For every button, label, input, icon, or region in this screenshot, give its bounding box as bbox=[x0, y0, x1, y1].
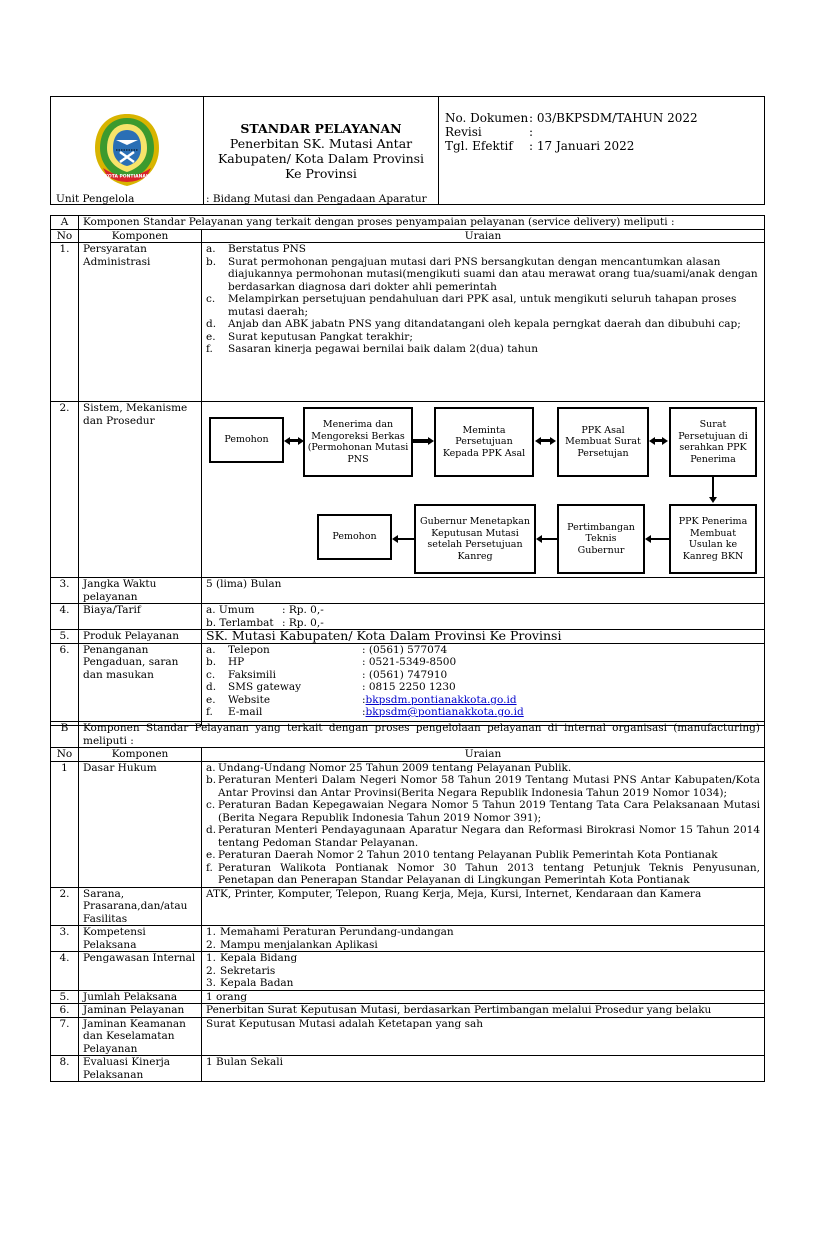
contact-email: f. E-mail : bkpsdm@pontianakkota.go.id bbox=[206, 706, 524, 718]
list-item: d. Anjab dan ABK jabatn PNS yang ditandatangani oleh kepala perngkat daerah dan dibubuhi cap; bbox=[206, 318, 741, 330]
row-komponen: Sistem, Mekanisme dan Prosedur bbox=[79, 402, 202, 578]
list-item: b. Peraturan Menteri Dalam Negeri Nomor 58 Tahun 2019 Tentang Mutasi PNS Antar Kabupaten/Kota Antar Provinsi dan Antar Provinsi(Berita Negara Republik Indonesia Tahun 2019 Nomor 1034); bbox=[206, 774, 760, 799]
row-uraian: SK. Mutasi Kabupaten/ Kota Dalam Provinsi Ke Provinsi bbox=[202, 630, 765, 644]
col-uraian-header: Uraian bbox=[202, 748, 765, 762]
table-row bbox=[51, 761, 765, 887]
doc-subtitle-line: Ke Provinsi bbox=[285, 165, 357, 181]
row-number: 3. bbox=[51, 578, 79, 604]
contact-sms: d. SMS gateway : 0815 2250 1230 bbox=[206, 681, 456, 693]
row-number: 2. bbox=[51, 887, 79, 926]
section-b-table bbox=[50, 721, 765, 1082]
logo-text: KOTA PONTIANAK bbox=[104, 174, 150, 180]
table-row bbox=[51, 1056, 765, 1082]
competency-list bbox=[206, 926, 760, 951]
section-b-header bbox=[51, 722, 765, 748]
list-item: d. Peraturan Menteri Pendayagunaan Aparatur Negara dan Reformasi Birokrasi Nomor 15 Tahun 2014 tentang Pedoman Standar Pelayanan. bbox=[206, 824, 760, 849]
flow-box-gubernur: Gubernur Menetapkan Keputusan Mutasi setelah Persetujuan Kanreg bbox=[414, 504, 536, 574]
row-uraian: 5 (lima) Bulan bbox=[202, 578, 765, 604]
row-number: 5. bbox=[51, 990, 79, 1004]
row-komponen: Jumlah Pelaksana bbox=[79, 990, 202, 1004]
doc-subtitle-line: Kabupaten/ Kota Dalam Provinsi bbox=[217, 150, 425, 166]
row-komponen: Produk Pelayanan bbox=[79, 630, 202, 644]
row-uraian bbox=[202, 926, 765, 952]
row-number: 1 bbox=[51, 761, 79, 887]
list-item: 2. Sekretaris bbox=[206, 964, 276, 977]
kota-pontianak-logo-icon bbox=[91, 110, 163, 188]
logo-cell bbox=[51, 97, 204, 205]
row-uraian bbox=[202, 243, 765, 402]
document-header bbox=[50, 96, 765, 205]
contact-telepon: a. Telepon : (0561) 577074 bbox=[206, 643, 448, 656]
table-row bbox=[51, 604, 765, 630]
meta-doc-number: No. Dokumen : 03/BKPSDM/TAHUN 2022 bbox=[445, 111, 698, 125]
column-headers bbox=[51, 229, 765, 243]
row-komponen: Jangka Waktu pelayanan bbox=[79, 578, 202, 604]
row-komponen: Dasar Hukum bbox=[79, 761, 202, 887]
table-row bbox=[51, 578, 765, 604]
flow-diagram bbox=[202, 402, 764, 577]
row-uraian: ATK, Printer, Komputer, Telepon, Ruang Kerja, Meja, Kursi, Internet, Kendaraan dan Kamera bbox=[202, 887, 765, 926]
list-item: 3. Kepala Badan bbox=[206, 977, 294, 989]
row-number: 6. bbox=[51, 1004, 79, 1018]
list-item: 2. Mampu menjalankan Aplikasi bbox=[206, 938, 378, 951]
row-komponen: Biaya/Tarif bbox=[79, 604, 202, 630]
row-komponen: Sarana, Prasarana,dan/atau Fasilitas bbox=[79, 887, 202, 926]
table-row bbox=[51, 990, 765, 1004]
table-row bbox=[51, 887, 765, 926]
title-cell bbox=[204, 97, 439, 205]
meta-effective-date: Tgl. Efektif : 17 Januari 2022 bbox=[445, 139, 635, 153]
col-no-header: No bbox=[51, 229, 79, 243]
table-row bbox=[51, 402, 765, 578]
flow-diagram-cell bbox=[202, 402, 765, 578]
col-no-header: No bbox=[51, 748, 79, 762]
row-number: 8. bbox=[51, 1056, 79, 1082]
list-item: 1. Memahami Peraturan Perundang-undangan bbox=[206, 926, 454, 938]
list-item: b. Surat permohonan pengajuan mutasi dari PNS bersangkutan dengan mencantumkan alasan diajukannya permohonan mutasi(mengikuti suami dan atau merawat orang tua/suami/anak dengan berdasarkan diagnosa dari dokter ahli pemerintah bbox=[206, 255, 758, 293]
row-uraian bbox=[202, 952, 765, 991]
row-number: 3. bbox=[51, 926, 79, 952]
doc-meta bbox=[439, 97, 765, 205]
row-number: 7. bbox=[51, 1017, 79, 1056]
row-uraian: Penerbitan Surat Keputusan Mutasi, berdasarkan Pertimbangan melalui Prosedur yang belaku bbox=[202, 1004, 765, 1018]
unit-value: : Bidang Mutasi dan Pengadaan Aparatur bbox=[206, 193, 427, 205]
flow-box-ppk-penerima: PPK Penerima Membuat Usulan ke Kanreg BKN bbox=[669, 504, 757, 574]
row-number: 1. bbox=[51, 243, 79, 402]
section-a-header bbox=[51, 216, 765, 230]
table-row bbox=[51, 243, 765, 402]
section-letter: A bbox=[51, 216, 79, 230]
list-item: c. Melampirkan persetujuan pendahuluan dari PPK asal, untuk mengikuti seluruh tahapan proses mutasi daerah; bbox=[206, 293, 737, 318]
doc-title: STANDAR PELAYANAN bbox=[240, 120, 402, 136]
row-uraian bbox=[202, 761, 765, 887]
col-komponen-header: Komponen bbox=[79, 229, 202, 243]
tariff-item: a. Umum : Rp. 0,- bbox=[206, 604, 324, 616]
section-title: Komponen Standar Pelayanan yang terkait dengan proses pengelolaan pelayanan di internal organisasi (manufacturing) meliputi : bbox=[79, 722, 765, 748]
row-komponen: Kompetensi Pelaksana bbox=[79, 926, 202, 952]
flow-box-pemohon-start: Pemohon bbox=[209, 417, 284, 463]
section-a-table bbox=[50, 215, 765, 726]
list-item: a. Undang-Undang Nomor 25 Tahun 2009 tentang Pelayanan Publik. bbox=[206, 761, 572, 774]
contact-website: e. Website : bkpsdm.pontianakkota.go.id bbox=[206, 693, 517, 706]
flow-box-menerima: Menerima dan Mengoreksi Berkas (Permohonan Mutasi PNS bbox=[303, 407, 413, 477]
legal-basis-list bbox=[206, 762, 760, 887]
table-row bbox=[51, 1004, 765, 1018]
email-link[interactable]: bkpsdm@pontianakkota.go.id bbox=[365, 706, 524, 718]
row-number: 4. bbox=[51, 604, 79, 630]
table-row bbox=[51, 630, 765, 644]
list-item: f. Peraturan Walikota Pontianak Nomor 30 Tahun 2013 tentang Petunjuk Teknis Penyusunan, Penetapan dan Penerapan Standar Pelayanan di Lingkungan Pemerintah Kota Pontianak bbox=[206, 861, 760, 886]
row-number: 2. bbox=[51, 402, 79, 578]
unit-label: Unit Pengelola bbox=[56, 193, 135, 205]
row-komponen: Pengawasan Internal bbox=[79, 952, 202, 991]
website-link[interactable]: bkpsdm.pontianakkota.go.id bbox=[365, 693, 517, 706]
row-uraian bbox=[202, 604, 765, 630]
row-uraian: Surat Keputusan Mutasi adalah Ketetapan yang sah bbox=[202, 1017, 765, 1056]
table-row bbox=[51, 926, 765, 952]
row-number: 6. bbox=[51, 643, 79, 725]
list-item: 1. Kepala Bidang bbox=[206, 952, 298, 964]
flow-box-meminta: Meminta Persetujuan Kepada PPK Asal bbox=[434, 407, 534, 477]
row-komponen: Persyaratan Administrasi bbox=[79, 243, 202, 402]
supervision-list bbox=[206, 952, 760, 990]
flow-box-surat-persetujuan: Surat Persetujuan di serahkan PPK Penerima bbox=[669, 407, 757, 477]
table-row bbox=[51, 1017, 765, 1056]
doc-subtitle-line: Penerbitan SK. Mutasi Antar bbox=[229, 135, 413, 151]
list-item: a. Berstatus PNS bbox=[206, 243, 306, 255]
contact-hp: b. HP : 0521-5349-8500 bbox=[206, 656, 457, 668]
contact-faksimili: c. Faksimili : (0561) 747910 bbox=[206, 668, 448, 681]
table-row bbox=[51, 952, 765, 991]
flow-box-pemohon-end: Pemohon bbox=[317, 514, 392, 560]
list-item: c. Peraturan Badan Kepegawaian Negara Nomor 5 Tahun 2019 Tentang Tata Cara Pelaksanaan Mutasi (Berita Negara Republik Indonesia Tahun 2019 Nomor 391); bbox=[206, 799, 760, 824]
meta-revision: Revisi : bbox=[445, 125, 534, 139]
section-letter: B bbox=[51, 722, 79, 748]
column-headers bbox=[51, 748, 765, 762]
flow-box-pertimbangan: Pertimbangan Teknis Gubernur bbox=[557, 504, 645, 574]
tariff-item: b. Terlambat : Rp. 0,- bbox=[206, 616, 324, 629]
col-komponen-header: Komponen bbox=[79, 748, 202, 762]
row-komponen: Penanganan Pengaduan, saran dan masukan bbox=[79, 643, 202, 725]
list-item: e. Peraturan Daerah Nomor 2 Tahun 2010 tentang Pelayanan Publik Pemerintah Kota Pontianak bbox=[206, 849, 718, 861]
row-komponen: Jaminan Keamanan dan Keselamatan Pelayanan bbox=[79, 1017, 202, 1056]
table-row bbox=[51, 643, 765, 725]
row-komponen: Evaluasi Kinerja Pelaksanan bbox=[79, 1056, 202, 1082]
flow-box-ppk-asal: PPK Asal Membuat Surat Persetujan bbox=[557, 407, 649, 477]
row-uraian bbox=[202, 643, 765, 725]
section-title: Komponen Standar Pelayanan yang terkait dengan proses penyampaian pelayanan (service delivery) meliputi : bbox=[79, 216, 765, 230]
row-komponen: Jaminan Pelayanan bbox=[79, 1004, 202, 1018]
row-uraian: 1 orang bbox=[202, 990, 765, 1004]
row-number: 4. bbox=[51, 952, 79, 991]
list-item: f. Sasaran kinerja pegawai bernilai baik dalam 2(dua) tahun bbox=[206, 343, 538, 355]
list-item: e. Surat keputusan Pangkat terakhir; bbox=[206, 330, 413, 343]
row-number: 5. bbox=[51, 630, 79, 644]
row-uraian: 1 Bulan Sekali bbox=[202, 1056, 765, 1082]
col-uraian-header: Uraian bbox=[202, 229, 765, 243]
requirements-list bbox=[206, 243, 760, 356]
unit-pengelola bbox=[56, 193, 427, 205]
